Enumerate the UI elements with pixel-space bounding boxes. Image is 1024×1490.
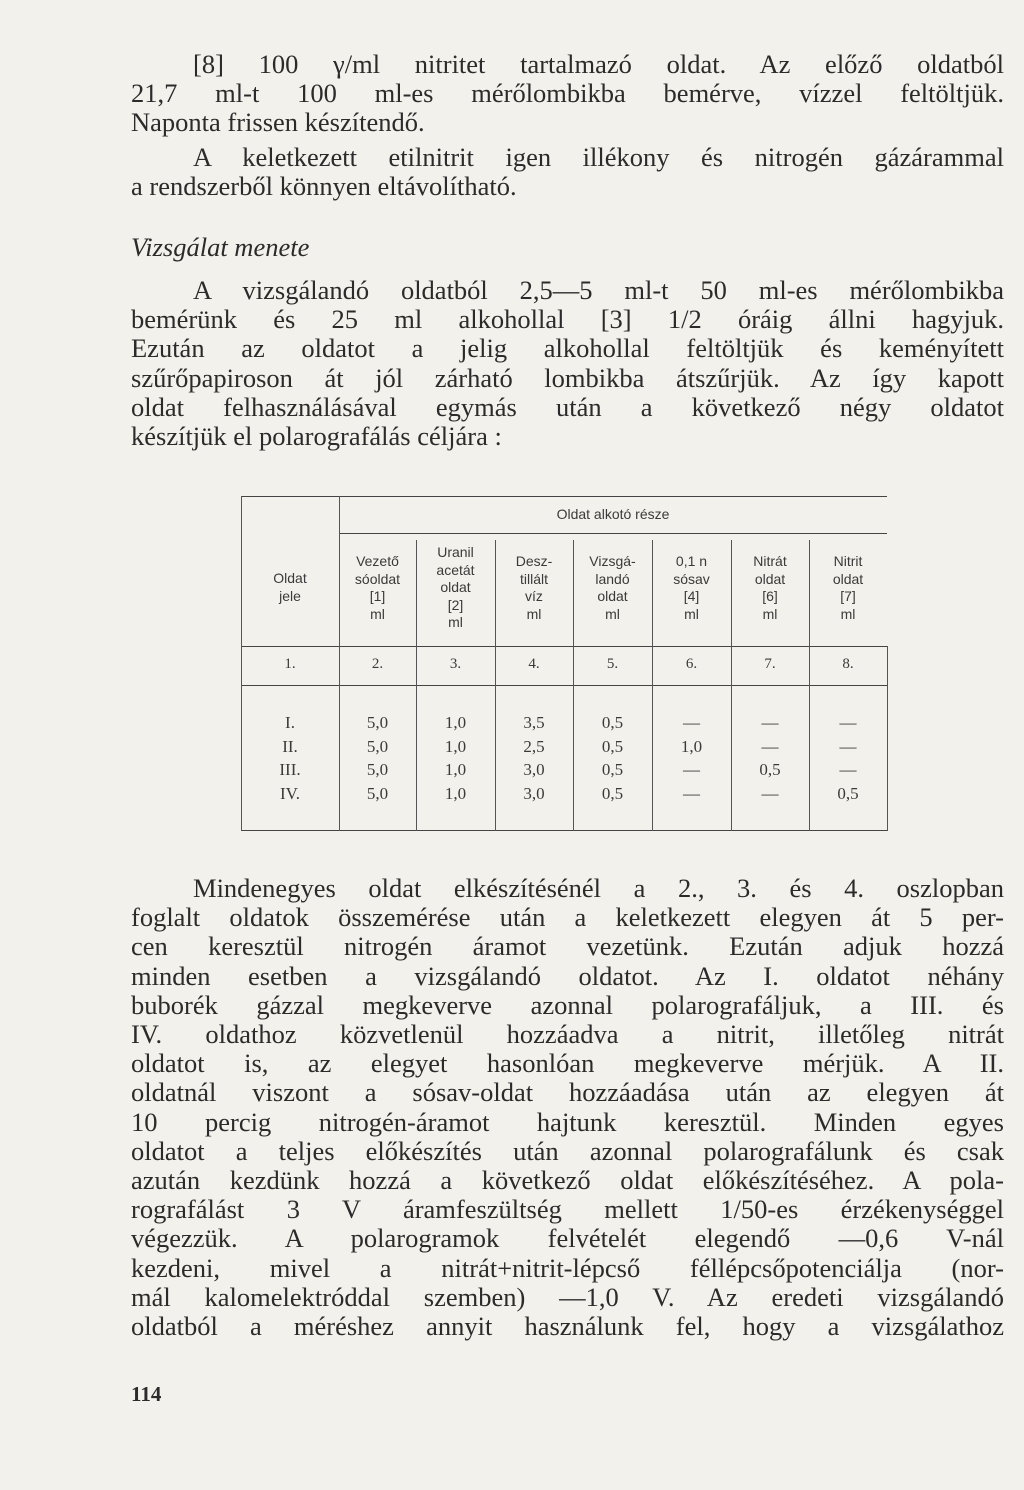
table-cell: 5,0 bbox=[366, 736, 389, 756]
column-number: 1. bbox=[284, 656, 296, 672]
table-cell: 1,0 bbox=[444, 713, 467, 732]
header-line: oldat bbox=[754, 570, 786, 587]
header-line: acetát bbox=[436, 561, 475, 578]
text-line: oldatnál viszont a sósav-oldat hozzáadása után az elegyen át bbox=[131, 1077, 1004, 1108]
header-line: landó bbox=[595, 570, 630, 587]
header-line: ml bbox=[370, 605, 385, 622]
header-line: Vezető bbox=[356, 553, 399, 569]
header-line: [6] bbox=[762, 588, 778, 604]
table-cell: 5,0 bbox=[366, 783, 389, 803]
table-column-4 bbox=[495, 711, 573, 805]
table-column-3 bbox=[416, 711, 495, 805]
table-cell: 0,5 bbox=[601, 713, 624, 732]
table-cell: 5,0 bbox=[366, 713, 389, 732]
header-line: Vizsgá- bbox=[589, 553, 636, 569]
column-number: 3. bbox=[449, 656, 462, 672]
text-line: szűrőpapiroson át jól zárható lombikba átszűrjük. Az így kapott bbox=[131, 362, 1004, 393]
table-cell: 5,0 bbox=[366, 760, 389, 779]
table-cell: 0,5 bbox=[759, 760, 781, 779]
header-line: víz bbox=[525, 588, 543, 604]
text-line: bemérünk és 25 ml alkohollal [3] 1/2 óráig állni hagyjuk. bbox=[131, 304, 1004, 335]
header-line: oldat bbox=[832, 570, 864, 587]
table-column-7 bbox=[731, 711, 809, 805]
column-number: 8. bbox=[842, 656, 854, 672]
header-line: Oldat bbox=[273, 570, 307, 586]
text-line: mál kalomelektróddal szemben) —1,0 V. Az eredeti vizsgálandó bbox=[131, 1281, 1004, 1312]
header-line: Nitrit bbox=[833, 553, 863, 569]
text-line: [8] 100 γ/ml nitritet tartalmazó oldat. Az előző oldatból bbox=[193, 49, 1004, 79]
table-rule-top bbox=[241, 496, 887, 497]
table-header-sosav bbox=[652, 553, 731, 623]
table-rule-group bbox=[339, 533, 887, 534]
text-line: azután kezdünk hozzá a következő oldat előkészítéséhez. A pola- bbox=[131, 1165, 1004, 1196]
header-line: oldat bbox=[597, 588, 628, 604]
table-header-oldat-jele bbox=[241, 570, 339, 605]
text-line: a rendszerből könnyen eltávolítható. bbox=[131, 171, 517, 202]
solution-composition-table bbox=[241, 496, 887, 831]
table-header-nitrat-oldat bbox=[731, 553, 809, 623]
table-cell: 1,0 bbox=[680, 736, 703, 756]
header-line: sóoldat bbox=[354, 570, 401, 587]
header-line: [4] bbox=[683, 588, 700, 604]
table-cell: — bbox=[683, 760, 700, 779]
column-number: 5. bbox=[606, 656, 619, 672]
text-line: Naponta frissen készítendő. bbox=[131, 107, 425, 138]
header-line: [1] bbox=[369, 588, 386, 604]
text-line: oldat felhasználásával egymás után a következő négy oldatot bbox=[131, 391, 1004, 422]
column-number: 4. bbox=[528, 656, 540, 672]
table-cell: 0,5 bbox=[601, 736, 624, 756]
table-cell: 2,5 bbox=[523, 736, 545, 756]
header-line: [2] bbox=[447, 596, 464, 613]
paragraph-procedure bbox=[131, 276, 1004, 451]
table-column-2 bbox=[339, 711, 416, 805]
text-line: 21,7 ml-t 100 ml-es mérőlombikba bemérve, vízzel feltöltjük. bbox=[131, 78, 1004, 109]
table-cell: III. bbox=[279, 760, 301, 779]
table-rule-bottom bbox=[241, 830, 887, 831]
column-number: 7. bbox=[764, 656, 776, 672]
table-cell: — bbox=[839, 736, 857, 756]
table-column-6 bbox=[652, 711, 731, 805]
table-header-uranil-acetat bbox=[416, 544, 495, 632]
table-cell: 3,5 bbox=[523, 713, 545, 732]
header-line: 0,1 n bbox=[675, 553, 708, 569]
table-rule-numbers bbox=[241, 685, 887, 686]
table-column-8 bbox=[809, 711, 887, 805]
table-cell: 0,5 bbox=[837, 783, 859, 803]
text-line: oldatot a teljes előkészítés után azonnal polarografálunk és csak bbox=[131, 1135, 1004, 1166]
text-line: 10 percig nitrogén-áramot hajtunk keresztül. Minden egyes bbox=[131, 1106, 1004, 1137]
table-cell: 3,0 bbox=[523, 760, 545, 779]
text-line: IV. oldathoz közvetlenül hozzáadva a nitrit, illetőleg nitrát bbox=[131, 1019, 1004, 1050]
table-header-vizsgalando-oldat bbox=[573, 553, 652, 623]
text-line: Ezután az oldatot a jelig alkohollal feltöltjük és keményített bbox=[131, 333, 1004, 364]
table-cell: 0,5 bbox=[601, 760, 624, 779]
column-number: 6. bbox=[685, 656, 698, 672]
table-cell: — bbox=[839, 713, 857, 732]
table-cell: I. bbox=[285, 713, 295, 732]
table-cell: 3,0 bbox=[523, 783, 545, 803]
header-line: ml bbox=[526, 605, 542, 622]
text-line: készítjük el polarografálás céljára : bbox=[131, 421, 502, 452]
text-line: A vizsgálandó oldatból 2,5—5 ml-t 50 ml-es mérőlombikba bbox=[193, 275, 1004, 305]
table-header-desztillalt-viz bbox=[495, 553, 573, 623]
table-cell: 0,5 bbox=[601, 783, 624, 803]
paragraph-measurement bbox=[131, 874, 1004, 1341]
header-line: Desz- bbox=[515, 553, 553, 569]
paragraph-reagent-8 bbox=[131, 50, 1004, 138]
table-header-vezeto-sooldat bbox=[339, 553, 416, 623]
paragraph-ethylnitrite-note bbox=[131, 143, 1004, 201]
table-rule-header bbox=[241, 646, 887, 647]
header-line: ml bbox=[684, 605, 699, 622]
text-line: buborék gázzal megkeverve azonnal polarografáljuk, a III. és bbox=[131, 989, 1004, 1020]
header-line: sósav bbox=[673, 570, 710, 587]
table-column-oldat-jele bbox=[241, 711, 339, 805]
table-cell: — bbox=[761, 783, 779, 803]
table-cell: IV. bbox=[280, 783, 300, 803]
header-line: tillált bbox=[519, 570, 548, 587]
header-line: jele bbox=[279, 587, 301, 604]
header-line: ml bbox=[605, 605, 620, 622]
header-line: [7] bbox=[840, 588, 856, 604]
table-cell: II. bbox=[282, 736, 298, 756]
text-line: oldatot is, az elegyet hasonlóan megkeverve mérjük. A II. bbox=[131, 1048, 1004, 1079]
table-cell: — bbox=[761, 736, 779, 756]
table-rule-right bbox=[887, 646, 888, 831]
table-cell: 1,0 bbox=[444, 736, 467, 756]
text-line: minden esetben a vizsgálandó oldatot. Az I. oldatot néhány bbox=[131, 960, 1004, 991]
header-line: Nitrát bbox=[753, 553, 787, 569]
header-line: ml bbox=[840, 605, 856, 622]
table-column-5 bbox=[573, 711, 652, 805]
table-header-nitrit-oldat bbox=[809, 553, 887, 623]
text-line: rografálást 3 V áramfeszültség mellett 1/50-es érzékenységgel bbox=[131, 1194, 1004, 1225]
text-line: cen keresztül nitrogén áramot vezetünk. Ezután adjuk hozzá bbox=[131, 931, 1004, 962]
header-line: ml bbox=[762, 605, 778, 622]
table-cell: 1,0 bbox=[444, 760, 467, 779]
text-line: A keletkezett etilnitrit igen illékony és nitrogén gázárammal bbox=[193, 142, 1004, 172]
text-line: oldatból a méréshez annyit használunk fel, hogy a vizsgálathoz bbox=[131, 1311, 1004, 1342]
table-cell: — bbox=[683, 713, 700, 732]
header-line: ml bbox=[448, 614, 463, 630]
table-cell: — bbox=[683, 783, 700, 803]
table-group-header: Oldat alkotó része bbox=[556, 506, 670, 522]
table-cell: — bbox=[761, 713, 779, 732]
header-line: oldat bbox=[440, 579, 471, 595]
table-cell: — bbox=[839, 760, 857, 779]
section-heading: Vizsgálat menete bbox=[131, 232, 310, 262]
page-number: 114 bbox=[131, 1382, 162, 1406]
text-line: foglalt oldatok összemérése után a keletkezett elegyen át 5 per- bbox=[131, 902, 1004, 933]
text-line: végezzük. A polarogramok felvételét elegendő —0,6 V-nál bbox=[131, 1223, 1004, 1254]
column-number: 2. bbox=[371, 656, 384, 672]
text-line: Mindenegyes oldat elkészítésénél a 2., 3. és 4. oszlopban bbox=[193, 873, 1004, 903]
text-line: kezdeni, mivel a nitrát+nitrit-lépcső féllépcsőpotenciálja (nor- bbox=[131, 1252, 1004, 1283]
header-line: Uranil bbox=[437, 544, 474, 560]
table-cell: 1,0 bbox=[444, 783, 467, 803]
